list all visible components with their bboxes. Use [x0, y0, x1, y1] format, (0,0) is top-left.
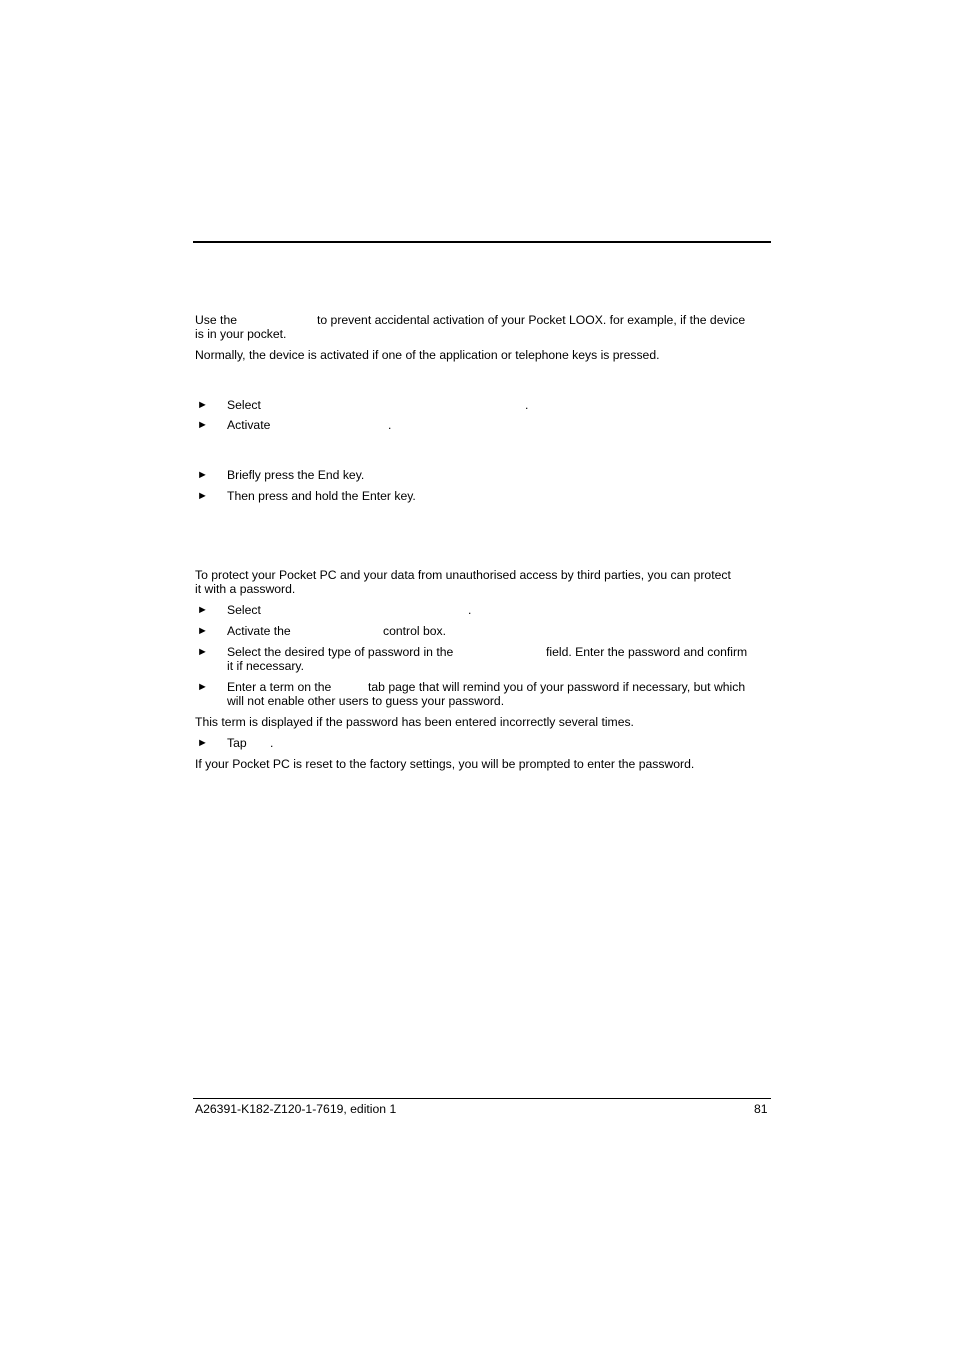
password-intro-line2: it with a password. — [195, 582, 296, 596]
step-activate-label: Activate — [227, 418, 271, 432]
password-step-hint-start: Enter a term on the — [227, 680, 332, 694]
bullet-icon: ► — [197, 604, 208, 616]
reset-note: If your Pocket PC is reset to the factory settings, you will be prompted to enter the password. — [195, 757, 695, 771]
password-step-tap-period: . — [270, 736, 274, 750]
header-rule — [193, 241, 771, 243]
password-step-tap-label: Tap — [227, 736, 247, 750]
password-step-type-line2: it if necessary. — [227, 659, 304, 673]
bullet-icon: ► — [197, 625, 208, 637]
bullet-icon: ► — [197, 646, 208, 658]
step-select-label: Select — [227, 398, 261, 412]
bullet-icon: ► — [197, 419, 208, 431]
footer-rule — [193, 1098, 771, 1099]
password-step-select-period: . — [468, 603, 472, 617]
bullet-icon: ► — [197, 469, 208, 481]
hint-display-note: This term is displayed if the password has been entered incorrectly several times. — [195, 715, 634, 729]
bullet-icon: ► — [197, 681, 208, 693]
step-activate-period: . — [388, 418, 392, 432]
bullet-icon: ► — [197, 399, 208, 411]
step-press-end-key: Briefly press the End key. — [227, 468, 365, 482]
bullet-icon: ► — [197, 490, 208, 502]
password-step-hint-rest: tab page that will remind you of your password if necessary, but which — [368, 680, 746, 694]
password-step-type-rest: field. Enter the password and confirm — [546, 645, 748, 659]
password-step-select-label: Select — [227, 603, 261, 617]
password-step-activate-rest: control box. — [383, 624, 447, 638]
footer-document-id: A26391-K182-Z120-1-7619, edition 1 — [195, 1102, 397, 1116]
activation-note: Normally, the device is activated if one of the application or telephone keys is pressed. — [195, 348, 660, 362]
footer-page-number: 81 — [754, 1102, 768, 1116]
password-step-activate-label: Activate the — [227, 624, 291, 638]
key-lock-intro-start: Use the — [195, 313, 238, 327]
step-select-period: . — [525, 398, 529, 412]
key-lock-intro-rest: to prevent accidental activation of your Pocket LOOX. for example, if the device — [317, 313, 746, 327]
password-intro-line1: To protect your Pocket PC and your data from unauthorised access by third parties, you can protect — [195, 568, 731, 582]
key-lock-intro-line2: is in your pocket. — [195, 327, 287, 341]
password-step-type-start: Select the desired type of password in the — [227, 645, 454, 659]
bullet-icon: ► — [197, 737, 208, 749]
step-hold-enter-key: Then press and hold the Enter key. — [227, 489, 416, 503]
password-step-hint-line2: will not enable other users to guess your password. — [227, 694, 505, 708]
